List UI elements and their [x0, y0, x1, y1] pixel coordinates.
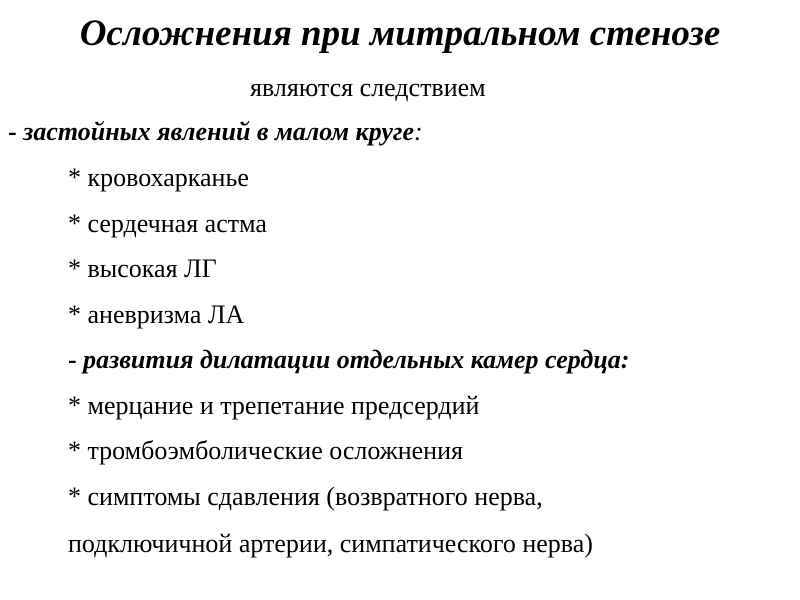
section-dash: -: [68, 345, 84, 374]
section-heading-text: развития дилатации отдельных камер сердца:: [83, 345, 630, 374]
section-heading-dilatation: [68, 344, 629, 376]
list-item: * тромбоэмболические осложнения: [68, 436, 463, 465]
list-item: * аневризма ЛА: [68, 300, 245, 329]
list-item: * высокая ЛГ: [68, 254, 217, 283]
section-heading-text: застойных явлений в малом круге: [23, 117, 415, 146]
section-heading-congestion: [8, 116, 423, 148]
slide-subtitle: являются следствием: [250, 73, 486, 102]
section-heading-colon: :: [414, 117, 423, 146]
list-item: * мерцание и трепетание предсердий: [68, 391, 480, 420]
list-item: * сердечная астма: [68, 209, 267, 238]
list-item: * симптомы сдавления (возвратного нерва,: [68, 482, 543, 511]
slide-title: Осложнения при митральном стенозе: [79, 13, 721, 54]
list-item: * кровохарканье: [68, 163, 249, 192]
list-item: подключичной артерии, симпатического нерва): [68, 529, 593, 558]
section-dash: -: [8, 117, 24, 146]
